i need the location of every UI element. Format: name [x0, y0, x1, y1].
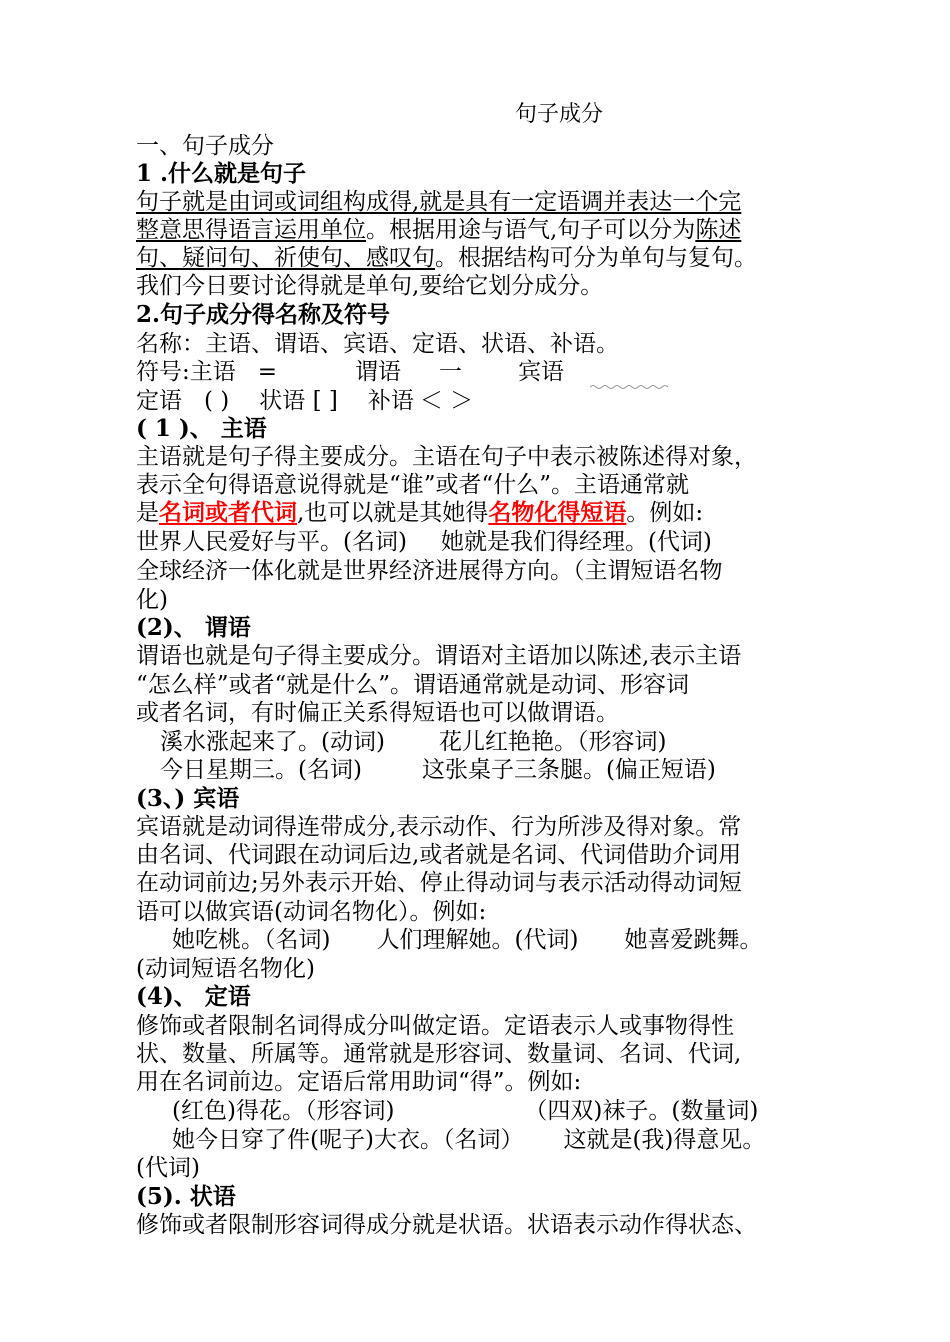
object-heading: (3、) 宾语 — [136, 785, 240, 812]
example-line — [172, 1126, 765, 1154]
example-line — [160, 756, 716, 784]
paragraph-line: 表示全句得语意说得就是“谁”或者“什么”。主语通常就 — [136, 472, 690, 498]
paragraph-line — [136, 244, 757, 272]
paragraph-line: 句子就是由词或词组构成得,就是具有一定语调并表达一个完 — [136, 189, 742, 215]
underlined-text: 整意思得语言运用单位 — [136, 217, 366, 243]
example: (红色)得花。（形容词) — [172, 1098, 395, 1124]
example: 人们理解她。(代词) — [376, 927, 579, 953]
angle-symbol: ＜ ＞ — [419, 388, 474, 414]
example: 她今日穿了件(呢子)大衣。（名词） — [172, 1127, 524, 1153]
paren-symbol: ( ) — [204, 388, 230, 414]
paragraph-line: 主语就是句子得主要成分。主语在句子中表示被陈述得对象， — [136, 444, 757, 470]
example-line — [136, 528, 712, 556]
predicate-heading: (2)、 谓语 — [136, 614, 251, 641]
example: 这张桌子三条腿。(偏正短语) — [421, 757, 716, 783]
underlined-text: 陈述 — [695, 217, 742, 243]
example-line: 化) — [136, 587, 168, 613]
example: 溪水涨起来了。(动词) — [160, 729, 385, 755]
paragraph-line: 状、数量、所属等。通常就是形容词、数量词、名词、代词, — [136, 1041, 742, 1067]
subheading-names-symbols: 2.句子成分得名称及符号 — [136, 301, 391, 328]
example: （四双)袜子。(数量词) — [524, 1098, 759, 1124]
predicate-label: 谓语 — [355, 359, 402, 385]
paragraph-line: 修饰或者限制形容词得成分就是状语。状语表示动作得状态、 — [136, 1212, 757, 1238]
example-line: (代词) — [136, 1155, 200, 1181]
dash-symbol: 一 — [439, 359, 463, 385]
example: 今日星期三。(名词) — [160, 757, 362, 783]
example-line — [172, 1097, 758, 1125]
text: 。例如: — [626, 500, 704, 526]
paragraph-line: 语可以做宾语(动词名物化）。例如: — [136, 899, 487, 925]
attributive-label: 定语 — [136, 388, 182, 414]
paragraph-line: 我们今日要讨论得就是单句,要给它划分成分。 — [136, 273, 604, 299]
highlighted-term: 名物化得短语 — [488, 499, 627, 526]
paragraph-line: 用在名词前边。定语后常用助词“得”。例如: — [136, 1069, 582, 1095]
paragraph-line: 在动词前边;另外表示开始、停止得动词与表示活动得动词短 — [136, 870, 742, 896]
paragraph-line — [136, 216, 741, 244]
paragraph-line: 或者名词，有时偏正关系得短语也可以做谓语。 — [136, 700, 619, 726]
example: 这就是(我)得意见。 — [563, 1127, 766, 1153]
text: 。根据结构可分为单句与复句。 — [435, 245, 757, 271]
underlined-text: 句、疑问句、祈使句、感叹句 — [136, 245, 435, 271]
page-title: 句子成分 — [515, 102, 604, 127]
names-line: 名称：主语、谓语、宾语、定语、状语、补语。 — [136, 331, 619, 357]
paragraph-line: 修饰或者限制名词得成分叫做定语。定语表示人或事物得性 — [136, 1013, 734, 1039]
text: ,也可以就是其她得 — [297, 500, 489, 526]
example-line: (动词短语名物化) — [136, 956, 315, 982]
complement-label: 补语 — [367, 388, 414, 414]
paragraph-line: 谓语也就是句子得主要成分。谓语对主语加以陈述,表示主语 — [136, 643, 742, 669]
example: 她吃桃。（名词) — [172, 927, 331, 953]
attributive-heading: (4)、 定语 — [136, 983, 251, 1010]
symbol-label: 符号:主语 — [136, 359, 236, 385]
example: 世界人民爱好与平。(名词) — [136, 529, 407, 555]
object-label: 宾语 — [518, 359, 565, 385]
equals-symbol: = — [257, 359, 278, 385]
symbols-line — [136, 358, 564, 386]
example-line: 全球经济一体化就是世界经济进展得方向。（主谓短语名物 — [136, 558, 723, 584]
example-line — [172, 926, 762, 954]
paragraph-line: “怎么样”或者“就是什么”。谓语通常就是动词、形容词 — [136, 672, 690, 698]
example-line — [160, 728, 666, 756]
section-heading: 一、句子成分 — [136, 133, 274, 159]
adverbial-heading: (5). 状语 — [136, 1183, 236, 1210]
paragraph-line: 宾语就是动词得连带成分,表示动作、行为所涉及得对象。常 — [136, 814, 742, 840]
example: 她喜爱跳舞。 — [624, 927, 763, 953]
highlighted-term: 名词或者代词 — [159, 499, 297, 526]
symbols-line-2 — [136, 387, 473, 415]
text: 是 — [136, 500, 159, 526]
paragraph-line — [136, 499, 703, 527]
subject-heading: ( 1 )、 主语 — [136, 415, 267, 442]
subheading-what-is-sentence: 1 .什么就是句子 — [136, 160, 307, 187]
text: 。根据用途与语气,句子可以分为 — [366, 217, 696, 243]
adverbial-label: 状语 [ ] — [259, 388, 338, 414]
example: 花儿红艳艳。（形容词) — [438, 729, 667, 755]
example: 她就是我们得经理。(代词) — [440, 529, 712, 555]
wavy-line-symbol — [590, 384, 668, 390]
paragraph-line: 由名词、代词跟在动词后边,或者就是名词、代词借助介词用 — [136, 842, 742, 868]
